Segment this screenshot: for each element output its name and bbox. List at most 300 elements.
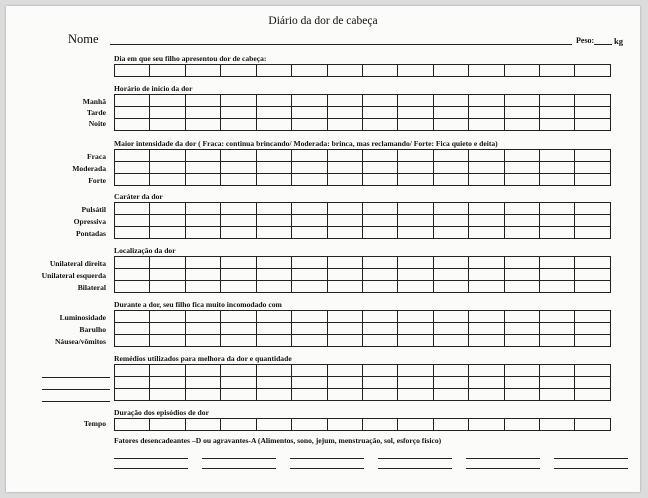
grid-cell[interactable]: [150, 203, 185, 215]
grid-cell[interactable]: [398, 150, 433, 162]
grid-cell[interactable]: [469, 281, 504, 293]
grid-cell[interactable]: [540, 389, 575, 401]
grid-cell[interactable]: [398, 311, 433, 323]
grid-cell[interactable]: [221, 269, 256, 281]
grid-cell[interactable]: [504, 107, 539, 119]
grid-cell[interactable]: [256, 107, 291, 119]
grid-cell[interactable]: [362, 107, 397, 119]
grid-cell[interactable]: [115, 269, 150, 281]
grid-cell[interactable]: [150, 377, 185, 389]
grid-cell[interactable]: [575, 419, 611, 431]
grid-cell[interactable]: [185, 365, 220, 377]
grid-cell[interactable]: [504, 323, 539, 335]
grid-cell[interactable]: [469, 215, 504, 227]
grid-cell[interactable]: [469, 269, 504, 281]
trigger-factor-line[interactable]: [554, 468, 628, 469]
grid-cell[interactable]: [540, 419, 575, 431]
grid-cell[interactable]: [433, 162, 468, 174]
grid-cell[interactable]: [575, 335, 611, 347]
grid-cell[interactable]: [327, 419, 362, 431]
grid-cell[interactable]: [292, 269, 327, 281]
grid-cell[interactable]: [185, 323, 220, 335]
grid-cell[interactable]: [185, 311, 220, 323]
grid-cell[interactable]: [469, 119, 504, 131]
grid-cell[interactable]: [433, 65, 468, 77]
grid-cell[interactable]: [185, 269, 220, 281]
grid-cell[interactable]: [540, 65, 575, 77]
grid-cell[interactable]: [256, 257, 291, 269]
grid-cell[interactable]: [327, 365, 362, 377]
grid-cell[interactable]: [504, 65, 539, 77]
grid-cell[interactable]: [185, 281, 220, 293]
grid-cell[interactable]: [398, 162, 433, 174]
grid-cell[interactable]: [362, 227, 397, 239]
grid-cell[interactable]: [433, 203, 468, 215]
grid-cell[interactable]: [292, 419, 327, 431]
grid-cell[interactable]: [575, 281, 611, 293]
trigger-factor-line[interactable]: [114, 468, 188, 469]
grid-cell[interactable]: [115, 377, 150, 389]
grid-cell[interactable]: [221, 227, 256, 239]
grid-cell[interactable]: [115, 150, 150, 162]
grid-cell[interactable]: [362, 281, 397, 293]
grid-cell[interactable]: [150, 269, 185, 281]
grid-cell[interactable]: [540, 119, 575, 131]
trigger-factor-line[interactable]: [466, 468, 540, 469]
grid-cell[interactable]: [185, 215, 220, 227]
grid-cell[interactable]: [362, 119, 397, 131]
grid-cell[interactable]: [327, 107, 362, 119]
grid-cell[interactable]: [292, 174, 327, 186]
grid-cell[interactable]: [185, 377, 220, 389]
grid-cell[interactable]: [221, 281, 256, 293]
grid-cell[interactable]: [540, 174, 575, 186]
grid-cell[interactable]: [185, 174, 220, 186]
grid-cell[interactable]: [115, 311, 150, 323]
grid-cell[interactable]: [433, 281, 468, 293]
grid-cell[interactable]: [221, 174, 256, 186]
grid-cell[interactable]: [292, 95, 327, 107]
grid-cell[interactable]: [469, 323, 504, 335]
grid-cell[interactable]: [575, 203, 611, 215]
grid-cell[interactable]: [398, 377, 433, 389]
grid-cell[interactable]: [398, 174, 433, 186]
grid-cell[interactable]: [256, 227, 291, 239]
grid-cell[interactable]: [433, 365, 468, 377]
grid-cell[interactable]: [469, 377, 504, 389]
grid-cell[interactable]: [185, 203, 220, 215]
grid-cell[interactable]: [327, 95, 362, 107]
grid-cell[interactable]: [292, 365, 327, 377]
grid-cell[interactable]: [221, 215, 256, 227]
grid-cell[interactable]: [185, 162, 220, 174]
grid-cell[interactable]: [540, 323, 575, 335]
grid-cell[interactable]: [221, 323, 256, 335]
grid-cell[interactable]: [115, 95, 150, 107]
grid-cell[interactable]: [540, 227, 575, 239]
grid-cell[interactable]: [327, 389, 362, 401]
grid-cell[interactable]: [433, 269, 468, 281]
grid-cell[interactable]: [362, 323, 397, 335]
grid-cell[interactable]: [575, 174, 611, 186]
grid-cell[interactable]: [150, 311, 185, 323]
grid-cell[interactable]: [150, 174, 185, 186]
grid-cell[interactable]: [115, 203, 150, 215]
grid-cell[interactable]: [292, 107, 327, 119]
grid-cell[interactable]: [221, 119, 256, 131]
grid-cell[interactable]: [540, 107, 575, 119]
grid-cell[interactable]: [292, 323, 327, 335]
grid-cell[interactable]: [327, 335, 362, 347]
grid-cell[interactable]: [398, 419, 433, 431]
trigger-factor-line[interactable]: [378, 468, 452, 469]
grid-cell[interactable]: [362, 203, 397, 215]
grid-cell[interactable]: [150, 227, 185, 239]
grid-cell[interactable]: [115, 227, 150, 239]
grid-cell[interactable]: [327, 257, 362, 269]
grid-cell[interactable]: [398, 365, 433, 377]
grid-cell[interactable]: [150, 323, 185, 335]
grid-cell[interactable]: [398, 119, 433, 131]
grid-cell[interactable]: [327, 65, 362, 77]
grid-cell[interactable]: [115, 215, 150, 227]
grid-cell[interactable]: [398, 95, 433, 107]
grid-cell[interactable]: [504, 95, 539, 107]
grid-cell[interactable]: [504, 257, 539, 269]
grid-cell[interactable]: [256, 389, 291, 401]
grid-cell[interactable]: [185, 335, 220, 347]
grid-cell[interactable]: [504, 119, 539, 131]
grid-cell[interactable]: [327, 377, 362, 389]
grid-cell[interactable]: [469, 311, 504, 323]
grid-cell[interactable]: [221, 311, 256, 323]
grid-cell[interactable]: [185, 95, 220, 107]
grid-cell[interactable]: [292, 377, 327, 389]
grid-cell[interactable]: [575, 65, 611, 77]
trigger-factor-line[interactable]: [554, 458, 628, 459]
grid-cell[interactable]: [256, 215, 291, 227]
grid-cell[interactable]: [115, 281, 150, 293]
grid-cell[interactable]: [185, 150, 220, 162]
grid-cell[interactable]: [150, 119, 185, 131]
grid-cell[interactable]: [221, 335, 256, 347]
grid-cell[interactable]: [256, 377, 291, 389]
trigger-factor-line[interactable]: [378, 458, 452, 459]
grid-cell[interactable]: [150, 365, 185, 377]
grid-cell[interactable]: [398, 65, 433, 77]
grid-cell[interactable]: [115, 174, 150, 186]
grid-cell[interactable]: [362, 174, 397, 186]
grid-cell[interactable]: [504, 335, 539, 347]
grid-cell[interactable]: [292, 150, 327, 162]
grid-cell[interactable]: [327, 162, 362, 174]
grid-cell[interactable]: [185, 65, 220, 77]
grid-cell[interactable]: [256, 95, 291, 107]
grid-cell[interactable]: [575, 107, 611, 119]
grid-cell[interactable]: [292, 215, 327, 227]
grid-cell[interactable]: [504, 377, 539, 389]
grid-cell[interactable]: [575, 389, 611, 401]
grid-cell[interactable]: [433, 335, 468, 347]
grid-cell[interactable]: [575, 162, 611, 174]
grid-cell[interactable]: [327, 119, 362, 131]
grid-cell[interactable]: [221, 377, 256, 389]
grid-cell[interactable]: [575, 119, 611, 131]
grid-cell[interactable]: [469, 227, 504, 239]
grid-cell[interactable]: [398, 227, 433, 239]
grid-cell[interactable]: [115, 419, 150, 431]
grid-cell[interactable]: [469, 107, 504, 119]
grid-cell[interactable]: [433, 227, 468, 239]
grid-cell[interactable]: [540, 311, 575, 323]
grid-cell[interactable]: [221, 203, 256, 215]
grid-cell[interactable]: [469, 162, 504, 174]
grid-cell[interactable]: [362, 65, 397, 77]
grid-cell[interactable]: [327, 203, 362, 215]
grid-cell[interactable]: [398, 281, 433, 293]
grid-cell[interactable]: [327, 281, 362, 293]
grid-cell[interactable]: [150, 150, 185, 162]
grid-cell[interactable]: [150, 257, 185, 269]
grid-cell[interactable]: [256, 311, 291, 323]
grid-cell[interactable]: [115, 107, 150, 119]
grid-cell[interactable]: [433, 174, 468, 186]
trigger-factor-line[interactable]: [290, 458, 364, 459]
grid-cell[interactable]: [504, 150, 539, 162]
grid-cell[interactable]: [362, 419, 397, 431]
grid-cell[interactable]: [221, 65, 256, 77]
grid-cell[interactable]: [185, 119, 220, 131]
grid-cell[interactable]: [504, 203, 539, 215]
grid-cell[interactable]: [433, 323, 468, 335]
grid-cell[interactable]: [504, 162, 539, 174]
grid-cell[interactable]: [540, 269, 575, 281]
grid-cell[interactable]: [575, 215, 611, 227]
name-field-line[interactable]: [110, 44, 572, 45]
grid-cell[interactable]: [504, 311, 539, 323]
grid-cell[interactable]: [362, 215, 397, 227]
grid-cell[interactable]: [292, 203, 327, 215]
grid-cell[interactable]: [433, 215, 468, 227]
grid-cell[interactable]: [575, 227, 611, 239]
weight-field-line[interactable]: [594, 44, 612, 45]
grid-cell[interactable]: [150, 107, 185, 119]
grid-cell[interactable]: [469, 389, 504, 401]
grid-cell[interactable]: [540, 95, 575, 107]
grid-cell[interactable]: [150, 95, 185, 107]
grid-cell[interactable]: [398, 257, 433, 269]
grid-cell[interactable]: [504, 389, 539, 401]
trigger-factor-line[interactable]: [114, 458, 188, 459]
medication-blank-line[interactable]: [42, 377, 110, 378]
medication-blank-line[interactable]: [42, 389, 110, 390]
grid-cell[interactable]: [469, 203, 504, 215]
grid-cell[interactable]: [327, 311, 362, 323]
grid-cell[interactable]: [540, 162, 575, 174]
grid-cell[interactable]: [433, 419, 468, 431]
grid-cell[interactable]: [504, 365, 539, 377]
grid-cell[interactable]: [221, 257, 256, 269]
grid-cell[interactable]: [256, 323, 291, 335]
grid-cell[interactable]: [115, 257, 150, 269]
grid-cell[interactable]: [292, 389, 327, 401]
grid-cell[interactable]: [575, 95, 611, 107]
grid-cell[interactable]: [575, 365, 611, 377]
grid-cell[interactable]: [540, 365, 575, 377]
grid-cell[interactable]: [504, 269, 539, 281]
grid-cell[interactable]: [540, 215, 575, 227]
grid-cell[interactable]: [221, 389, 256, 401]
grid-cell[interactable]: [362, 150, 397, 162]
grid-cell[interactable]: [575, 377, 611, 389]
grid-cell[interactable]: [398, 323, 433, 335]
grid-cell[interactable]: [256, 335, 291, 347]
grid-cell[interactable]: [575, 311, 611, 323]
grid-cell[interactable]: [115, 335, 150, 347]
grid-cell[interactable]: [398, 215, 433, 227]
grid-cell[interactable]: [221, 419, 256, 431]
grid-cell[interactable]: [540, 203, 575, 215]
grid-cell[interactable]: [433, 377, 468, 389]
trigger-factor-line[interactable]: [290, 468, 364, 469]
grid-cell[interactable]: [256, 150, 291, 162]
grid-cell[interactable]: [221, 365, 256, 377]
grid-cell[interactable]: [256, 269, 291, 281]
grid-cell[interactable]: [115, 65, 150, 77]
grid-cell[interactable]: [362, 269, 397, 281]
grid-cell[interactable]: [185, 257, 220, 269]
grid-cell[interactable]: [575, 269, 611, 281]
grid-cell[interactable]: [327, 215, 362, 227]
grid-cell[interactable]: [221, 150, 256, 162]
grid-cell[interactable]: [115, 365, 150, 377]
grid-cell[interactable]: [221, 162, 256, 174]
grid-cell[interactable]: [292, 281, 327, 293]
grid-cell[interactable]: [362, 377, 397, 389]
grid-cell[interactable]: [150, 162, 185, 174]
grid-cell[interactable]: [469, 419, 504, 431]
grid-cell[interactable]: [433, 311, 468, 323]
grid-cell[interactable]: [469, 335, 504, 347]
grid-cell[interactable]: [185, 107, 220, 119]
grid-cell[interactable]: [256, 162, 291, 174]
grid-cell[interactable]: [362, 335, 397, 347]
grid-cell[interactable]: [292, 119, 327, 131]
trigger-factor-line[interactable]: [466, 458, 540, 459]
grid-cell[interactable]: [256, 65, 291, 77]
grid-cell[interactable]: [327, 269, 362, 281]
grid-cell[interactable]: [115, 162, 150, 174]
grid-cell[interactable]: [362, 257, 397, 269]
grid-cell[interactable]: [256, 174, 291, 186]
grid-cell[interactable]: [362, 162, 397, 174]
grid-cell[interactable]: [115, 323, 150, 335]
grid-cell[interactable]: [575, 323, 611, 335]
grid-cell[interactable]: [221, 95, 256, 107]
grid-cell[interactable]: [398, 203, 433, 215]
section-heading-remedios: Remédios utilizados para melhora da dor e quantidade: [114, 354, 292, 363]
grid-cell[interactable]: [469, 150, 504, 162]
grid-cell[interactable]: [469, 365, 504, 377]
grid-cell[interactable]: [362, 389, 397, 401]
grid-cell[interactable]: [327, 174, 362, 186]
grid-cell[interactable]: [292, 162, 327, 174]
grid-cell[interactable]: [398, 269, 433, 281]
trigger-factor-line[interactable]: [202, 458, 276, 459]
grid-cell[interactable]: [469, 174, 504, 186]
grid-cell[interactable]: [504, 174, 539, 186]
grid-cell[interactable]: [221, 107, 256, 119]
grid-cell[interactable]: [327, 227, 362, 239]
grid-incomodo: [114, 310, 611, 347]
grid-cell[interactable]: [256, 281, 291, 293]
grid-cell[interactable]: [292, 257, 327, 269]
grid-cell[interactable]: [256, 419, 291, 431]
grid-cell[interactable]: [150, 335, 185, 347]
grid-cell[interactable]: [433, 389, 468, 401]
grid-cell[interactable]: [115, 119, 150, 131]
grid-cell[interactable]: [469, 95, 504, 107]
row-label-unilateral-direita: Unilateral direita: [49, 259, 106, 268]
grid-cell[interactable]: [398, 107, 433, 119]
grid-cell[interactable]: [504, 215, 539, 227]
grid-cell[interactable]: [185, 419, 220, 431]
grid-cell[interactable]: [292, 227, 327, 239]
grid-cell[interactable]: [433, 95, 468, 107]
grid-cell[interactable]: [398, 335, 433, 347]
grid-cell[interactable]: [433, 119, 468, 131]
grid-cell[interactable]: [540, 257, 575, 269]
grid-cell[interactable]: [433, 107, 468, 119]
grid-cell[interactable]: [150, 215, 185, 227]
trigger-factor-line[interactable]: [202, 468, 276, 469]
medication-blank-line[interactable]: [42, 401, 110, 402]
grid-cell[interactable]: [292, 335, 327, 347]
grid-cell[interactable]: [469, 65, 504, 77]
grid-cell[interactable]: [115, 389, 150, 401]
grid-cell[interactable]: [575, 257, 611, 269]
grid-cell[interactable]: [256, 119, 291, 131]
grid-cell[interactable]: [433, 150, 468, 162]
grid-cell[interactable]: [362, 95, 397, 107]
grid-cell[interactable]: [504, 227, 539, 239]
grid-cell[interactable]: [575, 150, 611, 162]
grid-cell[interactable]: [327, 150, 362, 162]
grid-cell[interactable]: [185, 389, 220, 401]
grid-cell[interactable]: [469, 257, 504, 269]
grid-cell[interactable]: [504, 281, 539, 293]
grid-cell[interactable]: [433, 257, 468, 269]
grid-cell[interactable]: [256, 365, 291, 377]
grid-cell[interactable]: [327, 323, 362, 335]
grid-cell[interactable]: [504, 419, 539, 431]
grid-cell[interactable]: [185, 227, 220, 239]
grid-cell[interactable]: [150, 281, 185, 293]
grid-cell[interactable]: [292, 311, 327, 323]
grid-cell[interactable]: [540, 335, 575, 347]
grid-cell[interactable]: [150, 65, 185, 77]
grid-cell[interactable]: [398, 389, 433, 401]
grid-cell[interactable]: [362, 311, 397, 323]
grid-cell[interactable]: [256, 203, 291, 215]
grid-cell[interactable]: [292, 65, 327, 77]
grid-cell[interactable]: [150, 419, 185, 431]
grid-cell[interactable]: [540, 377, 575, 389]
grid-cell[interactable]: [362, 365, 397, 377]
grid-cell[interactable]: [150, 389, 185, 401]
grid-cell[interactable]: [540, 281, 575, 293]
grid-cell[interactable]: [540, 150, 575, 162]
